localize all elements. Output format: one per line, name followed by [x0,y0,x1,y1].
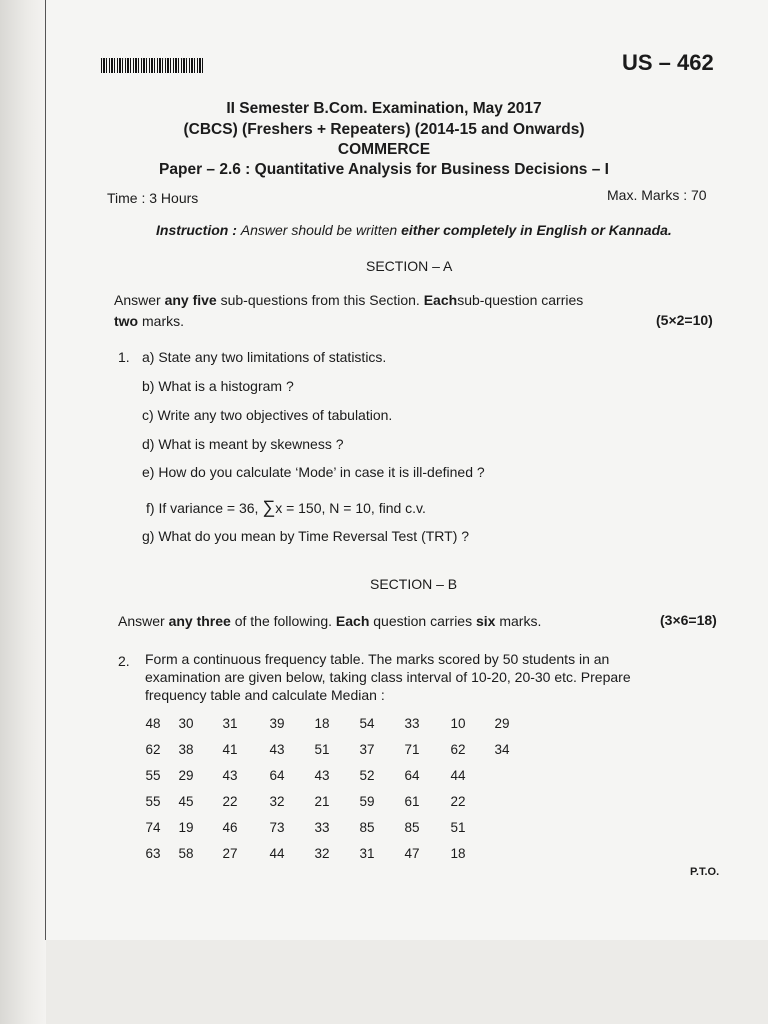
table-cell: 55 [145,794,161,809]
please-turn-over: P.T.O. [690,866,720,878]
table-cell: 55 [145,768,161,783]
question-2-line-1: Form a continuous frequency table. The marks scored by 50 students in an [145,651,610,667]
table-cell: 43 [222,768,238,783]
instr-emph: six [475,613,496,629]
table-cell: 30 [178,716,194,731]
table-cell: 29 [494,716,510,731]
table-cell: 41 [222,742,238,757]
table-cell: 51 [314,742,330,757]
table-cell: 64 [404,768,420,783]
table-cell: 51 [450,820,466,835]
table-cell: 54 [359,716,375,731]
table-cell: 27 [222,846,238,861]
time-allowed: Time : 3 Hours [107,190,199,206]
instr-emph: Each [335,613,370,629]
table-cell: 71 [404,742,420,757]
table-cell: 21 [314,794,330,809]
question-1e: e) How do you calculate ‘Mode’ in case it is ill-defined ? [142,464,485,480]
table-cell: 18 [314,716,330,731]
table-cell: 59 [359,794,375,809]
table-cell: 52 [359,768,375,783]
table-cell: 47 [404,846,420,861]
table-cell: 64 [269,768,285,783]
table-cell: 44 [450,768,466,783]
question-1b: b) What is a histogram ? [142,378,294,394]
instr-word: sub-questions from this Section. [220,292,420,308]
section-a-instruction-2 [114,313,184,329]
table-cell: 32 [269,794,285,809]
section-a-instruction [114,292,583,308]
table-cell: 62 [145,742,161,757]
section-b-instruction [118,613,541,629]
question-2-line-3: frequency table and calculate Median : [145,687,385,703]
instr-emph: two [114,313,139,329]
question-1d: d) What is meant by skewness ? [142,436,344,452]
table-cell: 46 [222,820,238,835]
instr-word: of the following. [234,613,333,629]
section-b-title: SECTION – B [370,576,458,592]
table-cell: 18 [450,846,466,861]
sigma-symbol: ∑ [262,497,276,517]
table-cell: 32 [314,846,330,861]
instr-word: question carries [373,613,473,629]
table-cell: 63 [145,846,161,861]
max-marks: Max. Marks : 70 [607,187,707,203]
section-a-marks: (5×2=10) [656,312,713,328]
instruction-line [156,222,672,238]
instr-word: marks. [142,313,184,329]
exam-scheme: (CBCS) (Freshers + Repeaters) (2014-15 and Onwards) [183,121,585,138]
table-cell: 74 [145,820,161,835]
table-cell: 58 [178,846,194,861]
table-cell: 62 [450,742,466,757]
table-cell: 43 [314,768,330,783]
instr-word: marks. [499,613,542,629]
section-a-title: SECTION – A [366,258,453,274]
table-cell: 85 [359,820,375,835]
section-b-marks: (3×6=18) [660,612,717,628]
table-cell: 85 [404,820,420,835]
scan-background [46,940,768,1024]
table-cell: 48 [145,716,161,731]
question-2-number: 2. [118,653,130,669]
barcode-image [101,58,204,73]
instr-word: sub-question carries [457,292,584,308]
instr-emph: any three [168,613,231,629]
instr-word: Answer [118,613,165,629]
table-cell: 44 [269,846,285,861]
subject-name: COMMERCE [337,141,431,158]
q1f-text-2: x = 150, N = 10, find c.v. [275,500,426,516]
table-cell: 10 [450,716,466,731]
table-cell: 61 [404,794,420,809]
question-2-line-2: examination are given below, taking class interval of 10-20, 20-30 etc. Prepare [145,669,631,685]
instruction-label: Instruction : [156,222,237,238]
table-cell: 29 [178,768,194,783]
instruction-emphasis: either completely in English or Kannada. [401,222,672,238]
instr-emph: any five [164,292,217,308]
paper-code: US – 462 [622,50,714,75]
q1f-text: f) If variance = 36, [146,500,259,516]
table-cell: 33 [314,820,330,835]
table-cell: 22 [450,794,466,809]
table-cell: 43 [269,742,285,757]
question-1g: g) What do you mean by Time Reversal Test (TRT) ? [142,528,470,544]
table-cell: 38 [178,742,194,757]
table-cell: 39 [269,716,285,731]
question-1-number: 1. [118,349,130,365]
table-cell: 31 [222,716,238,731]
instr-word: Answer [114,292,161,308]
table-cell: 31 [359,846,375,861]
table-cell: 73 [269,820,285,835]
question-1a: a) State any two limitations of statistics. [142,349,387,365]
table-cell: 45 [178,794,194,809]
instr-emph: Each [423,292,458,308]
question-1c: c) Write any two objectives of tabulation. [142,407,393,423]
table-cell: 33 [404,716,420,731]
table-cell: 37 [359,742,375,757]
table-cell: 19 [178,820,194,835]
table-cell: 22 [222,794,238,809]
exam-title: II Semester B.Com. Examination, May 2017 [226,100,542,117]
question-1f [146,497,426,518]
paper-title: Paper – 2.6 : Quantitative Analysis for Business Decisions – I [159,161,609,178]
instruction-text: Answer should be written [240,222,398,238]
table-cell: 34 [494,742,510,757]
